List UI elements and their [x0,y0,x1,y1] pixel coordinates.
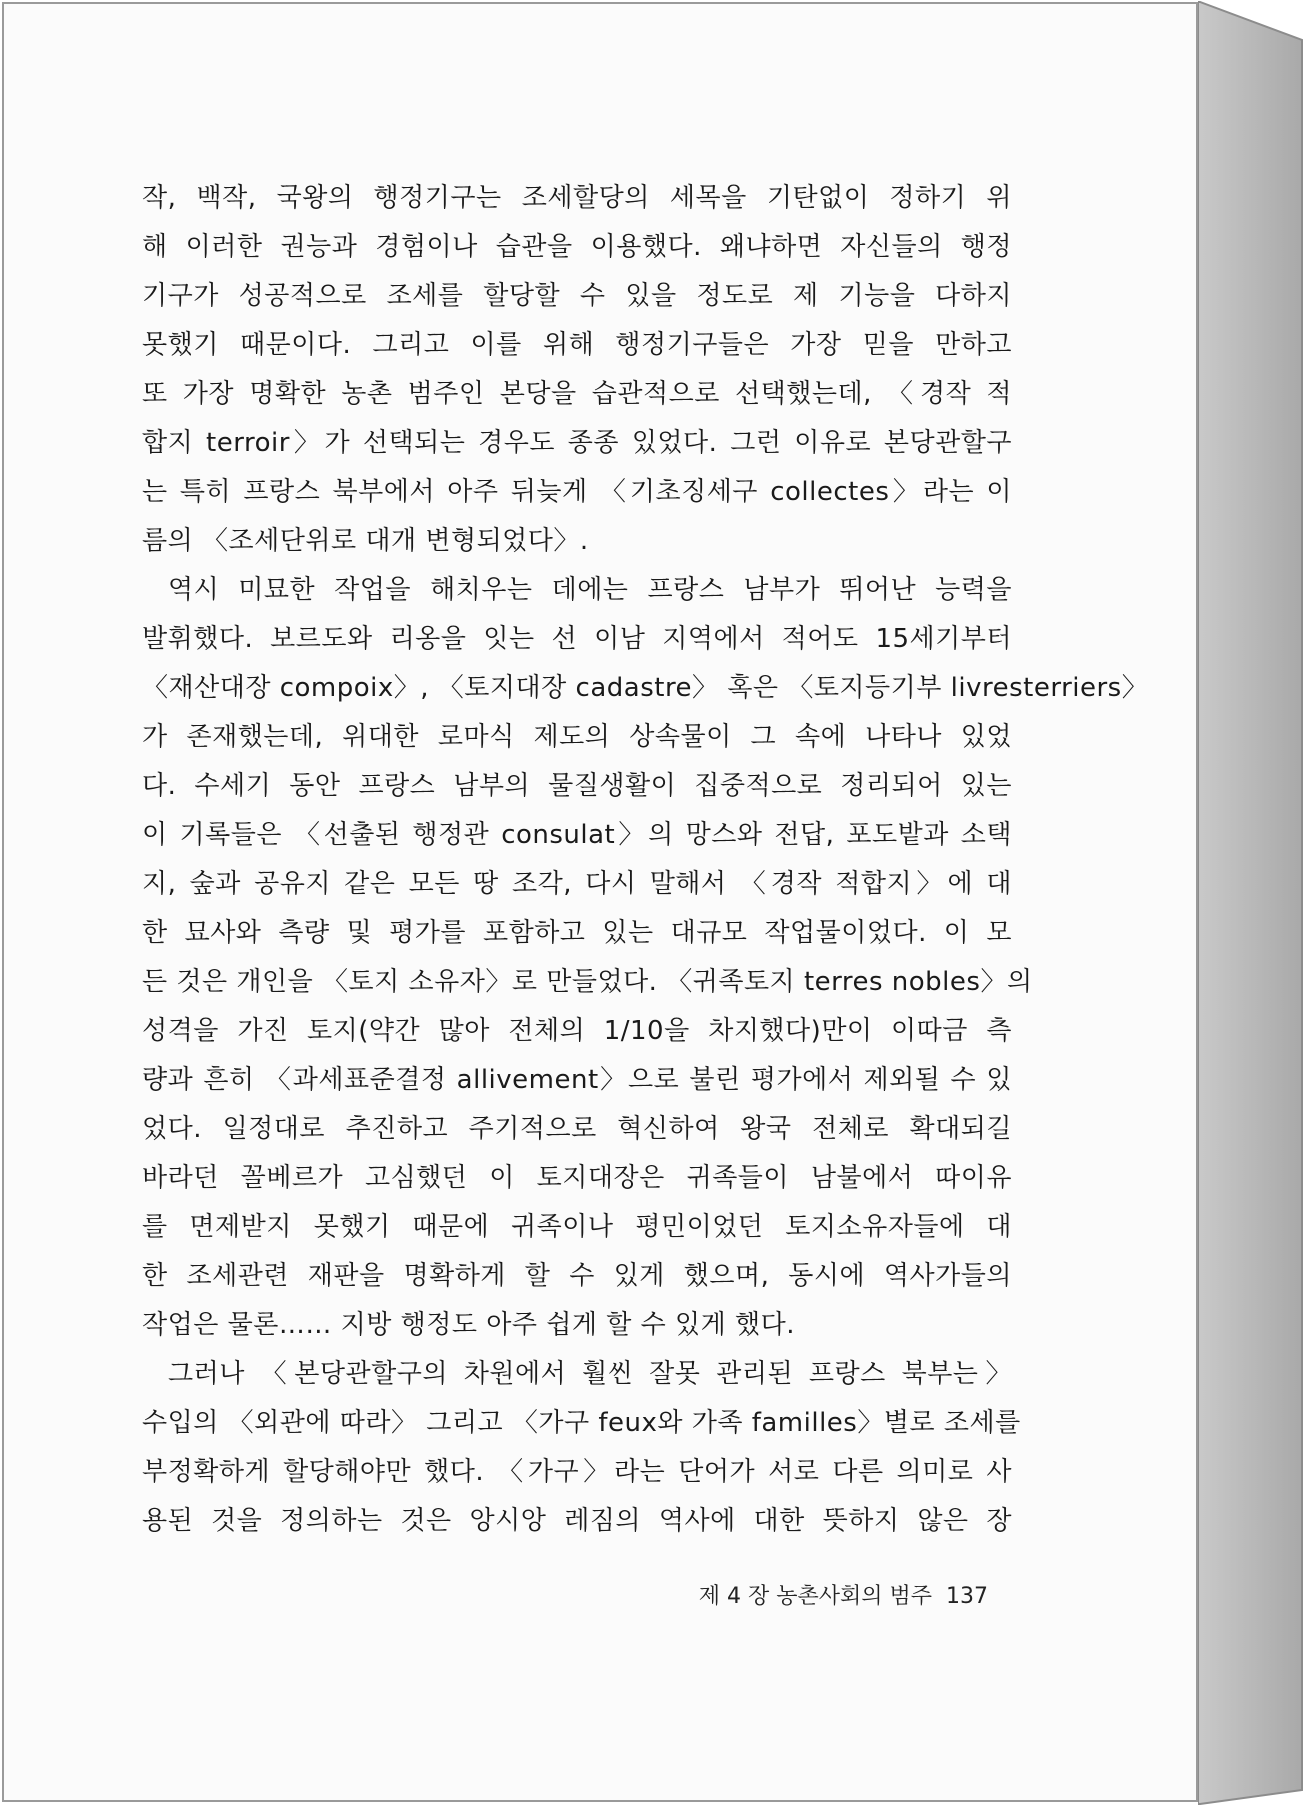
text-line: 량과 흔히 〈과세표준결정 allivement〉으로 불린 평가에서 제외될 수 있 [142,1065,1012,1095]
text-line: 다. 수세기 동안 프랑스 남부의 물질생활이 집중적으로 정리되어 있는 [142,771,1012,801]
body-text [142,174,1149,1546]
text-line: 수입의 〈외관에 따라〉 그리고 〈가구 feux와 가족 familles〉별로 조세를 [142,1408,1021,1438]
text-line: 바라던 꼴베르가 고심했던 이 토지대장은 귀족들이 남불에서 따이유 [142,1163,1012,1193]
text-line: 지, 숲과 공유지 같은 모든 땅 조각, 다시 말해서 〈경작 적합지〉에 대 [142,869,1012,899]
text-line: 해 이러한 권능과 경험이나 습관을 이용했다. 왜냐하면 자신들의 행정 [142,232,1012,262]
text-line: 또 가장 명확한 농촌 범주인 본당을 습관적으로 선택했는데, 〈경작 적 [142,379,1012,409]
page-number: 137 [946,1584,988,1609]
text-line: 성격을 가진 토지(약간 많아 전체의 1/10을 차지했다)만이 이따금 측 [142,1016,1012,1046]
text-line: 용된 것을 정의하는 것은 앙시앙 레짐의 역사에 대한 뜻하지 않은 장 [142,1506,1012,1536]
text-line: 든 것은 개인을 〈토지 소유자〉로 만들었다. 〈귀족토지 terres nobles〉의 [142,967,1033,997]
text-line: 합지 terroir〉가 선택되는 경우도 종종 있었다. 그런 이유로 본당관할구 [142,428,1012,458]
text-line: 작, 백작, 국왕의 행정기구는 조세할당의 세목을 기탄없이 정하기 위 [142,183,1012,213]
running-footer [699,1579,988,1610]
text-line: 는 특히 프랑스 북부에서 아주 뒤늦게 〈기초징세구 collectes〉라는 이 [142,477,1012,507]
text-line: 를 면제받지 못했기 때문에 귀족이나 평민이었던 토지소유자들에 대 [142,1212,1012,1242]
text-line: 었다. 일정대로 추진하고 주기적으로 혁신하여 왕국 전체로 확대되길 [142,1114,1012,1144]
chapter-title: 제 4 장 농촌사회의 범주 [698,1584,932,1609]
text-line: 름의 〈조세단위로 대개 변형되었다〉. [142,526,589,556]
text-line: 기구가 성공적으로 조세를 할당할 수 있을 정도로 제 기능을 다하지 [142,281,1012,311]
text-line: 작업은 물론…… 지방 행정도 아주 쉽게 할 수 있게 했다. [142,1310,795,1340]
text-line: 못했기 때문이다. 그리고 이를 위해 행정기구들은 가장 믿을 만하고 [142,330,1012,360]
text-line: 이 기록들은 〈선출된 행정관 consulat〉의 망스와 전답, 포도밭과 소택 [142,820,1012,850]
book-spine-edge [1198,0,1303,1806]
book-page [2,2,1198,1802]
text-line: 한 조세관련 재판을 명확하게 할 수 있게 했으며, 동시에 역사가들의 [142,1261,1012,1291]
text-line: 한 묘사와 측량 및 평가를 포함하고 있는 대규모 작업물이었다. 이 모 [142,918,1012,948]
text-line: 역시 미묘한 작업을 해치우는 데에는 프랑스 남부가 뛰어난 능력을 [168,575,1012,605]
text-line: 그러나 〈본당관할구의 차원에서 훨씬 잘못 관리된 프랑스 북부는〉 [168,1359,1012,1389]
text-line: 부정확하게 할당해야만 했다. 〈가구〉라는 단어가 서로 다른 의미로 사 [142,1457,1012,1487]
text-line: 발휘했다. 보르도와 리옹을 잇는 선 이남 지역에서 적어도 15세기부터 [142,624,1012,654]
text-line: 가 존재했는데, 위대한 로마식 제도의 상속물이 그 속에 나타나 있었 [142,722,1012,752]
text-line: 〈재산대장 compoix〉, 〈토지대장 cadastre〉 혹은 〈토지등기부 livresterriers〉 [142,673,1149,703]
